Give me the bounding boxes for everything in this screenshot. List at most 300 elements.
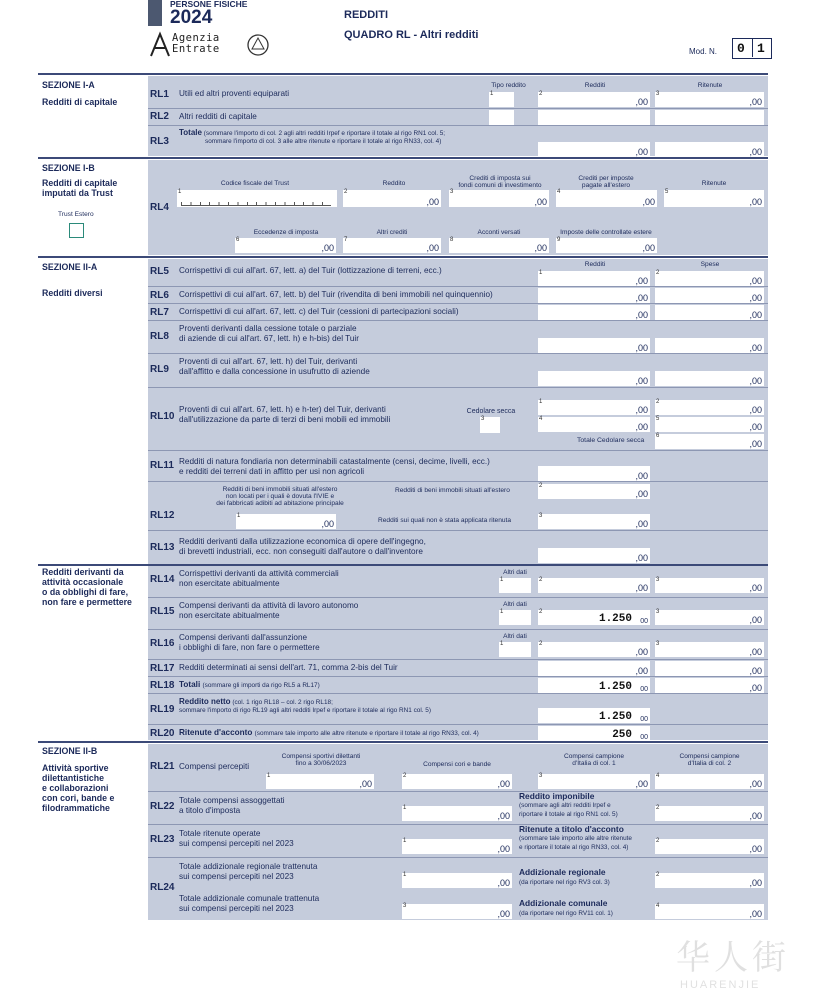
trust-estero-checkbox[interactable] xyxy=(69,223,84,238)
rl21-label: Compensi percepiti xyxy=(179,762,250,771)
rl19-reddito-netto-cents: 00 xyxy=(640,716,648,723)
iib-subtitle-1: Attività sportive xyxy=(42,763,109,773)
rl21-col1-1: Compensi sportivi dilettanti xyxy=(281,753,361,760)
row-divider xyxy=(148,659,768,660)
rl21-cori-bande-value: ,00 xyxy=(497,779,510,789)
mod-digit-1: 0 xyxy=(737,41,745,56)
section-ib-title: SEZIONE I-B xyxy=(42,163,95,173)
rl21-col4-2: d'Italia di col. 2 xyxy=(687,760,732,767)
rl17-redditi-value: ,00 xyxy=(635,666,648,676)
row-divider xyxy=(148,481,768,482)
rl18-label xyxy=(179,680,320,690)
col-header-crediti-estero-2: pagate all'estero xyxy=(581,182,631,189)
rl4-ritenute-value: ,00 xyxy=(749,197,762,207)
rl11-redditi-field[interactable] xyxy=(538,466,650,481)
rl24-addizionale-comunale-field[interactable]: 4 ,00 xyxy=(656,903,762,919)
row-divider xyxy=(148,125,768,126)
row-divider xyxy=(148,108,768,109)
rl6-label: Corrispettivi di cui all'art. 67, lett. b) del Tuir (rivendita di beni immobili nel quinquennio) xyxy=(179,290,493,299)
rl4-imposte-controllate-field[interactable]: 9 ,00 xyxy=(557,237,655,253)
rl18-spese-field[interactable] xyxy=(655,678,764,693)
rl14-label xyxy=(179,569,339,589)
rl5-redditi-value: ,00 xyxy=(635,276,648,286)
rl18-label-text: (sommare gli importi da rigo RL5 a RL17) xyxy=(202,682,320,689)
rl7-spese-value: ,00 xyxy=(749,310,762,320)
rl12-col1-3: dei fabbricati adibiti ad abitazione principale xyxy=(216,500,344,507)
rl2-ritenute-field[interactable] xyxy=(655,110,764,125)
row-divider xyxy=(148,320,768,321)
rl1-ritenute-value: ,00 xyxy=(749,97,762,107)
occasionali-1: Redditi derivanti da xyxy=(42,567,124,577)
rl20-label-text: (sommare tale importo alle altre ritenute e riportare il totale al rigo RN33, col. 4) xyxy=(254,730,479,737)
rl24-addizionale-regionale-value: ,00 xyxy=(749,878,762,888)
rl23-ritenute-acconto-value: ,00 xyxy=(749,844,762,854)
rl10-spese-field-2[interactable]: 2 ,00 xyxy=(656,399,762,415)
col-header-imposte-controllate: Imposte delle controllate estere xyxy=(560,229,652,236)
rl24-right-label-a xyxy=(519,868,654,887)
rl4-reddito-field[interactable]: 2 ,00 xyxy=(344,189,439,207)
mod-number[interactable] xyxy=(732,38,772,59)
rl23-label-2: sui compensi percepiti nel 2023 xyxy=(179,839,294,848)
rl23-label xyxy=(179,829,294,849)
rl12-senza-ritenuta-value: ,00 xyxy=(635,519,648,529)
rl12-col2-header: Redditi di beni immobili situati all'estero xyxy=(395,487,510,494)
rl18-redditi-cents: 00 xyxy=(640,686,648,693)
rl2-tipo-reddito-field[interactable] xyxy=(489,110,514,125)
rl14-label-1: Corrispettivi derivanti da attività commerciali xyxy=(179,569,339,578)
rl21-col1-header xyxy=(266,753,376,767)
rl16-label-2: i obblighi di fare, non fare o permettere xyxy=(179,643,320,652)
rl15-altri-dati-label: Altri dati xyxy=(503,601,527,608)
row-code-rl9: RL9 xyxy=(150,364,169,375)
occasionali-4: non fare e permettere xyxy=(42,597,132,607)
form-title: REDDITI xyxy=(344,9,388,21)
rl22-reddito-imponibile-value: ,00 xyxy=(749,811,762,821)
rl10-redditi-field-4[interactable]: 4 ,00 xyxy=(539,416,648,432)
occasionali-3: o da obblighi di fare, xyxy=(42,587,129,597)
rl10-redditi-value-4: ,00 xyxy=(635,422,648,432)
banner-year: 2024 xyxy=(170,7,213,28)
row-divider xyxy=(148,857,768,858)
rl4-altri-crediti-value: ,00 xyxy=(426,243,439,253)
rl15-altri-dati-field[interactable]: 1 xyxy=(499,610,531,625)
rl1-ritenute-field[interactable]: 3 ,00 xyxy=(656,91,762,107)
rl17-spese-field[interactable] xyxy=(655,661,764,676)
rl24-right-bold-1: Addizionale regionale xyxy=(519,867,606,877)
occasionali-2: attività occasionale xyxy=(42,577,124,587)
row-code-rl6: RL6 xyxy=(150,290,169,301)
rl9-spese-field[interactable] xyxy=(655,371,764,386)
col-header-tipo-reddito: Tipo reddito xyxy=(491,82,526,89)
rl3-label-1: (sommare l'importo di col. 2 agli altri redditi Irpef e riportare il totale al rigo RN1 col. 5; xyxy=(203,130,446,137)
rl24-label-b xyxy=(179,894,319,914)
rl12-immobili-estero-value: ,00 xyxy=(635,489,648,499)
rl15-label-1: Compensi derivanti da attività di lavoro autonomo xyxy=(179,601,359,610)
rl6-spese-field[interactable] xyxy=(655,288,764,303)
rl12-senza-ritenuta-field[interactable]: 3 ,00 xyxy=(539,513,648,529)
rl12-col1-1: Redditi di beni immobili situati all'estero xyxy=(222,486,338,493)
rl24-label-a xyxy=(179,862,317,882)
rl15-label xyxy=(179,601,358,621)
rl10-spese-field-5[interactable]: 5 ,00 xyxy=(656,416,762,432)
rl24-label-3: Totale addizionale comunale trattenuta xyxy=(179,894,320,903)
row-code-rl2: RL2 xyxy=(150,111,169,122)
rl23-right-2: e riportare il totale al rigo RN33, col. 4) xyxy=(519,844,629,851)
rl4-eccedenze-field[interactable]: 6 ,00 xyxy=(236,237,334,253)
col-header-redditi: Redditi xyxy=(584,82,606,89)
row-divider xyxy=(148,450,768,451)
section-ib-subtitle-1: Redditi di capitale xyxy=(42,178,118,188)
rl15-spese-value: ,00 xyxy=(749,615,762,625)
col-header-crediti-1: Crediti di imposta sui xyxy=(469,175,531,182)
rl2-label: Altri redditi di capitale xyxy=(179,112,257,121)
row-code-rl7: RL7 xyxy=(150,307,169,318)
row-divider xyxy=(148,286,768,287)
rl18-label-bold: Totali xyxy=(179,680,201,689)
rl22-compensi-field[interactable]: 1 ,00 xyxy=(403,805,510,821)
rl9-label-1: Proventi di cui all'art. 67, lett. h) del Tuir, derivanti xyxy=(179,357,358,366)
watermark-latin: HUARENJIE xyxy=(680,979,761,991)
rl5-redditi-field[interactable]: 1 ,00 xyxy=(539,270,648,286)
rl11-redditi-value: ,00 xyxy=(635,471,648,481)
rl18-spese-value: ,00 xyxy=(749,683,762,693)
rl13-redditi-value: ,00 xyxy=(635,553,648,563)
rl4-eccedenze-value: ,00 xyxy=(321,243,334,253)
row-code-rl20: RL20 xyxy=(150,728,175,739)
rl8-redditi-field[interactable] xyxy=(538,338,650,353)
rl16-spese-field[interactable]: 3 ,00 xyxy=(656,641,762,657)
row-divider xyxy=(148,353,768,354)
rl4-acconti-value: ,00 xyxy=(534,243,547,253)
section-iia-title: SEZIONE II-A xyxy=(42,262,98,272)
section-ib-subtitle-2: imputati da Trust xyxy=(42,188,113,198)
iib-subtitle-5: filodrammatiche xyxy=(42,803,110,813)
col-header-ritenute-ib: Ritenute xyxy=(701,180,727,187)
iib-subtitle-2: dilettantistiche xyxy=(42,773,105,783)
rl10-label-1: Proventi di cui all'art. 67, lett. h) e h-ter) del Tuir, derivanti xyxy=(179,405,386,414)
rl19-label xyxy=(179,698,431,715)
section-ia-subtitle: Redditi di capitale xyxy=(42,97,118,107)
rl24-addizionale-regionale-field[interactable]: 2 ,00 xyxy=(656,872,762,888)
rl2-redditi-field[interactable] xyxy=(538,110,650,125)
rl21-campione-col1-value: ,00 xyxy=(635,779,648,789)
rl6-redditi-value: ,00 xyxy=(635,293,648,303)
rl3-redditi-field[interactable] xyxy=(538,142,650,157)
agency-logo-text: Agenzia Entrate xyxy=(172,32,220,55)
col-header-crediti-estero-1: Crediti per imposte xyxy=(578,175,634,182)
rl11-label-2: e redditi dei terreni dati in affitto per usi non agricoli xyxy=(179,467,365,476)
rl24-label-1: Totale addizionale regionale trattenuta xyxy=(179,862,318,871)
rl5-spese-field[interactable]: 2 ,00 xyxy=(656,270,762,286)
rl18-redditi-field[interactable] xyxy=(538,678,650,693)
rl8-spese-field[interactable] xyxy=(655,338,764,353)
rl17-redditi-field[interactable] xyxy=(538,661,650,676)
rl22-right-1: (sommare agli altri redditi Irpef e xyxy=(519,802,611,809)
col-header-crediti-estero xyxy=(556,175,656,189)
rl3-ritenute-value: ,00 xyxy=(749,147,762,157)
row-code-rl15: RL15 xyxy=(150,606,175,617)
watermark xyxy=(676,930,806,990)
rl6-redditi-field[interactable] xyxy=(538,288,650,303)
rl4-crediti-estero-field[interactable]: 4 ,00 xyxy=(557,189,655,207)
divider xyxy=(38,564,768,566)
divider xyxy=(38,256,768,258)
section-iib-subtitle xyxy=(42,763,114,813)
row-divider xyxy=(148,693,768,694)
rl24-comunale-value: ,00 xyxy=(497,909,510,919)
rl10-cedolare-checkbox[interactable]: 3 xyxy=(480,417,500,433)
rl24-label-4: sui compensi percepiti nel 2023 xyxy=(179,904,294,913)
rl21-col3-header xyxy=(538,753,650,767)
rl4-imposte-controllate-value: ,00 xyxy=(642,243,655,253)
iib-subtitle-3: e collaborazioni xyxy=(42,783,109,793)
rl1-label: Utili ed altri proventi equiparati xyxy=(179,89,290,98)
rl5-label: Corrispettivi di cui all'art. 67, lett. a) del Tuir (lottizzazione di terreni, ecc.) xyxy=(179,266,442,275)
rl16-label xyxy=(179,633,320,653)
banner-persone-fisiche: PERSONE FISICHE xyxy=(170,0,248,9)
rl11-label-1: Redditi di natura fondiaria non determinabili catastalmente (censi, decime, livelli, ecc.) xyxy=(179,457,490,466)
rl9-label xyxy=(179,357,370,377)
rl22-compensi-value: ,00 xyxy=(497,811,510,821)
rl23-label-1: Totale ritenute operate xyxy=(179,829,261,838)
rl8-label-1: Proventi derivanti dalla cessione totale o parziale xyxy=(179,324,357,333)
rl14-altri-dati-label: Altri dati xyxy=(503,569,527,576)
rl23-ritenute-field[interactable]: 1 ,00 xyxy=(403,838,510,854)
rl24-right-label-b xyxy=(519,899,654,918)
rl4-acconti-field[interactable]: 8 ,00 xyxy=(450,237,547,253)
rl16-redditi-field[interactable]: 2 ,00 xyxy=(539,641,648,657)
row-divider xyxy=(148,629,768,630)
rl3-ritenute-field[interactable] xyxy=(655,142,764,157)
rl20-ritenute-value: 250 xyxy=(612,729,632,741)
rl13-label-2: di brevetti industriali, ecc. non conseguiti dall'autore o dall'inventore xyxy=(179,547,423,556)
rl15-label-2: non esercitate abitualmente xyxy=(179,611,280,620)
rl11-label xyxy=(179,457,490,477)
rl4-codice-fiscale-field[interactable]: 1 xyxy=(177,190,337,207)
mod-digit-2: 1 xyxy=(757,41,765,56)
rl1-tipo-reddito-field[interactable]: 1 xyxy=(489,92,514,107)
col-header-altri-crediti: Altri crediti xyxy=(376,229,408,236)
rl8-label-2: di aziende di cui all'art. 67, lett. h) e h-bis) del Tuir xyxy=(179,334,359,343)
rl3-label-bold: Totale xyxy=(179,128,202,137)
rl21-campione-col1-field[interactable]: 3 ,00 xyxy=(539,773,648,789)
row-code-rl18: RL18 xyxy=(150,680,175,691)
rl10-redditi-value-1: ,00 xyxy=(635,405,648,415)
rl12-immobili-ivie-field[interactable]: 1 ,00 xyxy=(237,513,334,529)
rl16-spese-value: ,00 xyxy=(749,647,762,657)
rl23-ritenute-value: ,00 xyxy=(497,844,510,854)
watermark-chinese: 华人街 xyxy=(676,938,790,978)
rl23-ritenute-acconto-field[interactable]: 2 ,00 xyxy=(656,838,762,854)
rl3-redditi-value: ,00 xyxy=(635,147,648,157)
rl24-regionale-field[interactable]: 1 ,00 xyxy=(403,872,510,888)
rl6-spese-value: ,00 xyxy=(749,293,762,303)
col-header-crediti-fondi xyxy=(445,175,555,189)
col-header-reddito: Reddito xyxy=(382,180,406,187)
rl24-regionale-value: ,00 xyxy=(497,878,510,888)
rl7-spese-field[interactable] xyxy=(655,305,764,320)
divider xyxy=(38,157,768,159)
rl24-right-1: (da riportare nel rigo RV3 col. 3) xyxy=(519,879,610,886)
rl21-col4-1: Compensi campione xyxy=(679,753,740,760)
rl21-campione-col2-value: ,00 xyxy=(749,779,762,789)
rl21-col1-2: fino a 30/06/2023 xyxy=(295,760,347,767)
rl1-redditi-value: ,00 xyxy=(635,97,648,107)
rl15-redditi-field[interactable]: 2 1.250 00 xyxy=(539,609,648,625)
row-code-rl10: RL10 xyxy=(150,411,175,422)
col-header-crediti-2: fondi comuni di investimento xyxy=(458,182,542,189)
rl21-col4-header xyxy=(655,753,764,767)
rl10-spese-value-5: ,00 xyxy=(749,422,762,432)
row-code-rl4: RL4 xyxy=(150,202,169,213)
section-iib-title: SEZIONE II-B xyxy=(42,746,98,756)
rl16-altri-dati-field[interactable]: 1 xyxy=(499,642,531,657)
rl4-crediti-fondi-field[interactable]: 3 ,00 xyxy=(450,189,547,207)
rl14-spese-field[interactable]: 3 ,00 xyxy=(656,577,762,593)
rl4-ritenute-field[interactable]: 5 ,00 xyxy=(665,189,762,207)
rl8-spese-value: ,00 xyxy=(749,343,762,353)
rl10-redditi-field-1[interactable]: 1 ,00 xyxy=(539,399,648,415)
rl9-redditi-field[interactable] xyxy=(538,371,650,386)
occasionali-heading xyxy=(42,567,132,607)
section-iia-subtitle: Redditi diversi xyxy=(42,288,103,298)
rl13-label-1: Redditi derivanti dalla utilizzazione economica di opere dell'ingegno, xyxy=(179,537,426,546)
row-code-rl24: RL24 xyxy=(150,882,175,893)
rl20-label-bold: Ritenute d'acconto xyxy=(179,728,253,737)
row-code-rl13: RL13 xyxy=(150,542,175,553)
iib-subtitle-4: con cori, bande e xyxy=(42,793,115,803)
rl14-redditi-field[interactable]: 2 ,00 xyxy=(539,577,648,593)
rl10-label xyxy=(179,405,390,425)
rl21-campione-col2-field[interactable]: 4 ,00 xyxy=(656,773,762,789)
rl17-spese-value: ,00 xyxy=(749,666,762,676)
rl14-spese-value: ,00 xyxy=(749,583,762,593)
rl16-altri-dati-label: Altri dati xyxy=(503,633,527,640)
rl10-totale-cedolare-value: ,00 xyxy=(749,439,762,449)
row-divider xyxy=(148,791,768,792)
rl21-col2-header: Compensi cori e bande xyxy=(423,761,491,768)
row-code-rl12: RL12 xyxy=(150,510,175,521)
rl21-col3-2: d'Italia di col. 1 xyxy=(572,760,616,767)
rl3-label xyxy=(179,129,519,146)
rl7-redditi-value: ,00 xyxy=(635,310,648,320)
rl22-right-bold: Reddito imponibile xyxy=(519,791,595,801)
rl12-immobili-estero-field[interactable]: 2 ,00 xyxy=(539,483,648,499)
rl12-col1-header xyxy=(195,486,365,507)
row-code-rl8: RL8 xyxy=(150,331,169,342)
rl22-label-2: a titolo d'imposta xyxy=(179,806,241,815)
col-header-spese: Spese xyxy=(700,261,720,268)
rl19-label-bold: Reddito netto xyxy=(179,697,231,706)
rl10-totale-cedolare-field[interactable]: 6 ,00 xyxy=(656,433,762,449)
row-code-rl22: RL22 xyxy=(150,801,175,812)
rl16-label-1: Compensi derivanti dall'assunzione xyxy=(179,633,308,642)
rl24-addizionale-comunale-value: ,00 xyxy=(749,909,762,919)
row-code-rl17: RL17 xyxy=(150,663,175,674)
row-divider xyxy=(148,303,768,304)
rl10-cedolare-label: Cedolare secca xyxy=(466,408,516,415)
rl4-reddito-value: ,00 xyxy=(426,197,439,207)
rl7-redditi-field[interactable] xyxy=(538,305,650,320)
rl24-comunale-field[interactable]: 3 ,00 xyxy=(403,903,510,919)
rl14-altri-dati-field[interactable]: 1 xyxy=(499,578,531,593)
row-code-rl19: RL19 xyxy=(150,704,175,715)
rl19-reddito-netto-value: 1.250 xyxy=(598,711,632,723)
rl16-redditi-value: ,00 xyxy=(635,647,648,657)
col-header-acconti: Acconti versati xyxy=(477,229,521,236)
rl18-redditi-value: 1.250 xyxy=(598,681,632,693)
rl13-redditi-field[interactable] xyxy=(538,548,650,563)
rl23-right-1: (sommare tale importo alle altre ritenute xyxy=(519,835,632,842)
rl12-col1-2: non locati per i quali è dovuta l'IVIE e xyxy=(225,493,335,500)
rl23-right-bold: Ritenute a titolo d'acconto xyxy=(519,824,624,834)
row-code-rl3: RL3 xyxy=(150,136,169,147)
rl21-sportivi-value: ,00 xyxy=(359,779,372,789)
row-divider xyxy=(148,530,768,531)
col-header-ritenute: Ritenute xyxy=(697,82,723,89)
rl21-sportivi-field[interactable]: 1 ,00 xyxy=(267,773,372,789)
rl8-label xyxy=(179,324,359,344)
rl15-spese-field[interactable]: 3 ,00 xyxy=(656,609,762,625)
rl19-reddito-netto-field[interactable] xyxy=(538,708,650,723)
rl12-col3-header: Redditi sui quali non è stata applicata ritenuta xyxy=(378,517,512,524)
col-header-eccedenze: Eccedenze di imposta xyxy=(253,229,319,236)
rl15-redditi-value: 1.250 xyxy=(598,613,632,625)
trust-estero-label: Trust Estero xyxy=(58,211,94,218)
rl3-label-2: sommare l'importo di col. 3 alle altre ritenute e riportare il totale al rigo RN33, col. 4) xyxy=(205,138,442,145)
rl24-right-bold-2: Addizionale comunale xyxy=(519,898,608,908)
rl20-ritenute-cents: 00 xyxy=(640,734,648,741)
col-header-redditi-iia: Redditi xyxy=(584,261,606,268)
section-ia-title: SEZIONE I-A xyxy=(42,80,95,90)
rl21-cori-bande-field[interactable]: 2 ,00 xyxy=(403,773,510,789)
rl5-spese-value: ,00 xyxy=(749,276,762,286)
divider xyxy=(38,73,768,75)
divider xyxy=(38,741,768,743)
rl14-redditi-value: ,00 xyxy=(635,583,648,593)
rl4-altri-crediti-field[interactable]: 7 ,00 xyxy=(344,237,439,253)
rl14-label-2: non esercitate abitualmente xyxy=(179,579,280,588)
rl19-label-1: (col. 1 rigo RL18 – col. 2 rigo RL18; xyxy=(232,699,333,706)
rl4-crediti-fondi-value: ,00 xyxy=(534,197,547,207)
rl15-redditi-cents: 00 xyxy=(640,618,648,625)
rl19-label-2: sommare l'importo di rigo RL19 agli altri redditi Irpef e riportare il totale al rigo RN1 col. 5) xyxy=(179,707,431,714)
rl17-label: Redditi determinati ai sensi dell'art. 71, comma 2-bis del Tuir xyxy=(179,663,398,672)
rl20-ritenute-field[interactable] xyxy=(538,726,650,741)
col-header-cf-trust: Codice fiscale del Trust xyxy=(220,180,290,187)
row-code-rl5: RL5 xyxy=(150,266,169,277)
row-divider xyxy=(148,597,768,598)
row-divider xyxy=(148,387,768,388)
rl22-label xyxy=(179,796,285,816)
rl22-right-label xyxy=(519,792,654,819)
rl9-redditi-value: ,00 xyxy=(635,376,648,386)
rl22-label-1: Totale compensi assoggettati xyxy=(179,796,285,805)
rl22-reddito-imponibile-field[interactable]: 2 ,00 xyxy=(656,805,762,821)
rl23-right-label xyxy=(519,825,654,852)
row-code-rl16: RL16 xyxy=(150,638,175,649)
row-divider xyxy=(148,724,768,725)
rl10-label-2: dall'utilizzazione da parte di terzi di beni mobili ed immobili xyxy=(179,415,391,424)
rl9-label-2: dall'affitto e dalla concessione in usufrutto di aziende xyxy=(179,367,370,376)
row-code-rl14: RL14 xyxy=(150,574,175,585)
rl1-redditi-field[interactable]: 2 ,00 xyxy=(539,91,648,107)
agency-logo xyxy=(148,30,273,60)
rl21-col3-1: Compensi campione xyxy=(563,753,625,760)
rl24-right-2: (da riportare nel rigo RV11 col. 1) xyxy=(519,910,613,917)
rl10-spese-value-2: ,00 xyxy=(749,405,762,415)
row-divider xyxy=(148,676,768,677)
